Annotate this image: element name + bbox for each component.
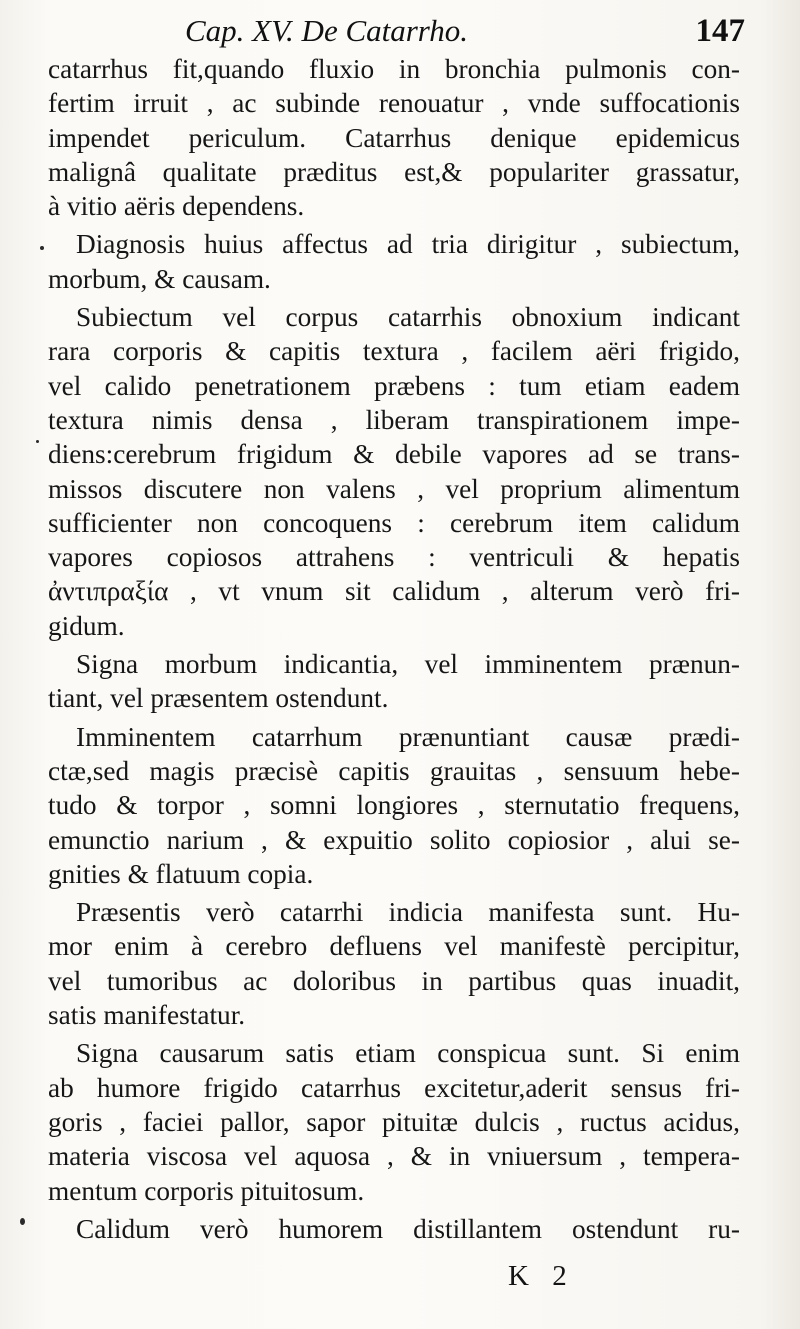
text-line: à vitio aëris dependens.	[48, 191, 305, 222]
page-number: 147	[695, 13, 745, 49]
text-line: Signa morbum indicantia, vel imminentem prænun-	[76, 649, 740, 680]
text-line: materia viscosa vel aquosa , & in vniuersum , tempera-	[48, 1141, 740, 1172]
paragraph	[48, 52, 740, 223]
ink-speck	[20, 1218, 25, 1225]
text-line: diens:cerebrum frigidum & debile vapores ad se trans-	[48, 439, 740, 470]
text-line: mentum corporis pituitosum.	[48, 1175, 365, 1206]
signature-mark: K 2	[508, 1260, 575, 1292]
text-line: gidum.	[48, 610, 125, 641]
paragraph	[48, 647, 740, 716]
paragraph	[48, 1212, 740, 1246]
text-line: goris , faciei pallor, sapor pituitæ dulcis , ructus acidus,	[48, 1106, 740, 1137]
text-line: vapores copiosos attrahens : ventriculi & hepatis	[48, 542, 740, 573]
text-line: missos discutere non valens , vel proprium alimentum	[48, 473, 740, 504]
text-line: emunctio narium , & expuitio solito copiosior , alui se-	[48, 824, 740, 855]
text-line: ἀντιπραξία , vt vnum sit calidum , alterum verò fri-	[48, 576, 740, 607]
paragraph	[48, 895, 740, 1032]
text-line: Diagnosis huius affectus ad tria dirigitur , subiectum,	[76, 229, 740, 260]
running-title: Cap. XV. De Catarrho.	[185, 13, 469, 48]
text-line: ab humore frigido catarrhus excitetur,aderit sensus fri-	[48, 1072, 740, 1103]
text-line: malignâ qualitate præditus est,& populariter grassatur,	[48, 156, 740, 187]
text-line: Præsentis verò catarrhi indicia manifesta sunt. Hu-	[76, 897, 740, 928]
text-line: catarrhus fit,quando fluxio in bronchia pulmonis con-	[48, 54, 740, 84]
text-line: satis manifestatur.	[48, 1000, 246, 1031]
text-line: ctæ,sed magis præcisè capitis grauitas , sensuum hebe-	[48, 755, 740, 786]
ink-speck	[36, 440, 39, 443]
text-line: morbum, & causam.	[48, 263, 271, 294]
ink-speck	[40, 246, 44, 250]
page-header	[185, 10, 745, 52]
text-line: mor enim à cerebro defluens vel manifestè percipitur,	[48, 931, 740, 962]
text-line: impendet periculum. Catarrhus denique epidemicus	[48, 122, 740, 153]
paragraph	[48, 227, 740, 296]
paragraph	[48, 1036, 740, 1207]
text-line: tiant, vel præsentem ostendunt.	[48, 683, 389, 714]
text-line: vel calido penetrationem præbens : tum etiam eadem	[48, 370, 740, 401]
text-line: Imminentem catarrhum prænuntiant causæ prædi-	[76, 721, 740, 752]
text-line: textura nimis densa , liberam transpirationem impe-	[48, 404, 740, 435]
text-line: fertim irruit , ac subinde renouatur , vnde suffocationis	[48, 88, 740, 119]
text-line: vel tumoribus ac doloribus in partibus quas inuadit,	[48, 965, 740, 996]
text-line: gnities & flatuum copia.	[48, 858, 314, 889]
text-line: sufficienter non concoquens : cerebrum item calidum	[48, 507, 740, 538]
text-line: Calidum verò humorem distillantem ostendunt ru-	[76, 1213, 740, 1244]
text-line: rara corporis & capitis textura , facilem aëri frigido,	[48, 336, 740, 367]
body-text	[48, 52, 740, 1246]
paragraph	[48, 720, 740, 891]
text-line: tudo & torpor , somni longiores , sternutatio frequens,	[48, 790, 740, 821]
text-line: Subiectum vel corpus catarrhis obnoxium indicant	[76, 302, 740, 333]
paragraph	[48, 300, 740, 643]
text-line: Signa causarum satis etiam conspicua sunt. Si enim	[76, 1038, 740, 1069]
